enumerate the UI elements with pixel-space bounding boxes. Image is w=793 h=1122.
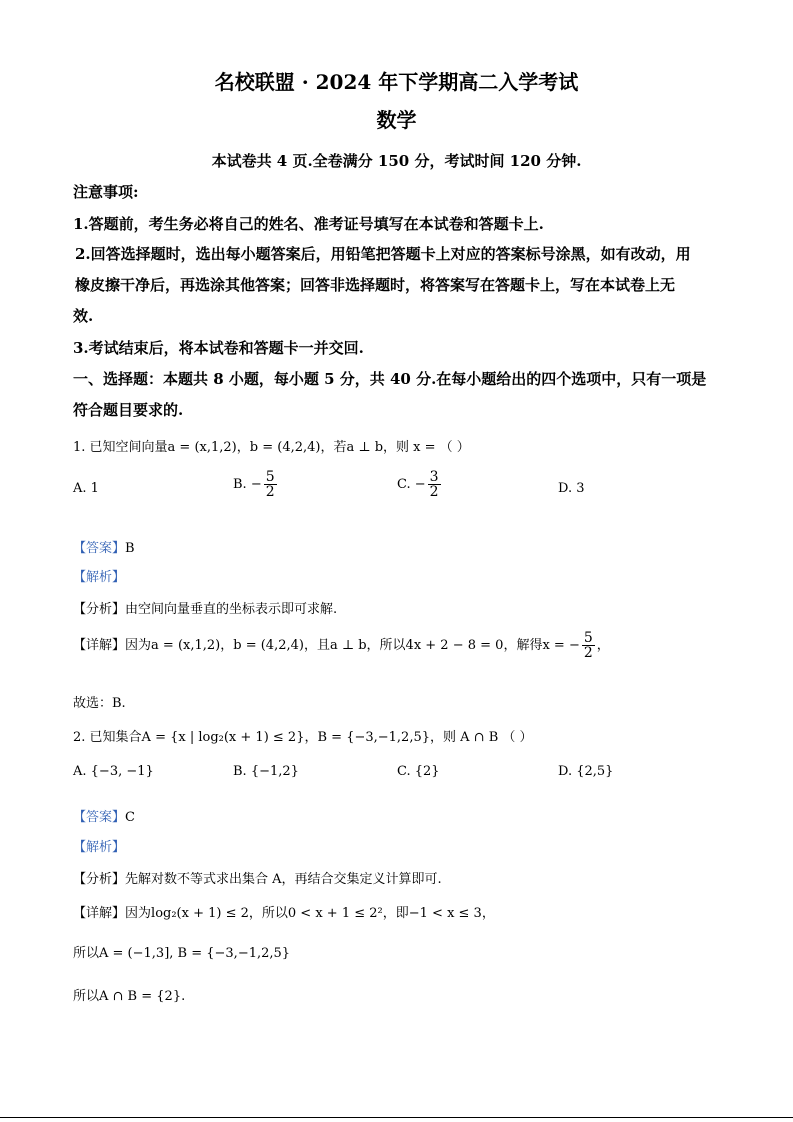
q1-option-c [397, 470, 443, 499]
notice-item-3: 3.考试结束后，将本试卷和答题卡一并交回. [73, 339, 364, 357]
q2-detail-text-2: ，所以 [248, 906, 288, 921]
q2-ask: ，则 A ∩ B （ ） [430, 730, 533, 745]
q1-detail-text-3: ，所以 [366, 638, 406, 653]
q1-fenxi-text: 由空间向量垂直的坐标表示即可求解. [125, 602, 338, 617]
q1-detail-text-1: 因为 [125, 638, 152, 653]
q2-detail-line-2 [73, 942, 290, 961]
q1-sep: ， [236, 440, 250, 455]
q2-option-d: D. {2,5} [558, 764, 614, 779]
q1-vector-b: b = (4,2,4) [249, 440, 321, 455]
q1-option-c-sign: − [414, 477, 426, 492]
q2-line-3-prefix: 所以 [73, 989, 100, 1004]
q2-detail-range: −1 < x ≤ 3 [408, 906, 482, 921]
q1-detail-end: ， [596, 638, 610, 653]
q1-answer-value: B [125, 541, 135, 556]
question-2-stem [73, 726, 533, 745]
q1-option-c-num: 3 [429, 469, 439, 485]
q1-detail-den: 2 [583, 645, 593, 661]
q2-line-2-prefix: 所以 [73, 946, 100, 961]
exam-title: 名校联盟 · 2024 年下学期高二入学考试 [214, 70, 579, 94]
q1-option-b-sign: − [250, 477, 262, 492]
q1-analysis [73, 598, 337, 617]
q2-option-b: B. {−1,2} [233, 764, 299, 779]
q1-condition: a ⊥ b [346, 440, 384, 455]
q1-option-d: D. 3 [558, 481, 585, 496]
q1-ask: ，则 x = （ ） [383, 440, 470, 455]
q2-line-3-end: . [181, 989, 186, 1004]
q2-detail-tag: 【详解】 [73, 906, 126, 921]
q2-set-b: B = {−3,−1,2,5} [317, 730, 431, 745]
q1-fenxi-tag: 【分析】 [73, 602, 126, 617]
q1-detail-condition: a ⊥ b [329, 638, 367, 653]
q2-analysis-tag: 【解析】 [73, 840, 126, 855]
q2-prefix: 2. 已知集合 [73, 730, 142, 745]
q1-detail-vector-b: b = (4,2,4) [233, 638, 304, 653]
notice-item-2-line-2: 橡皮擦干净后，再选涂其他答案；回答非选择题时，将答案写在答题卡上，写在本试卷上无 [75, 276, 676, 294]
q1-answer [73, 537, 135, 556]
q2-line-2-sets: A = (−1,3], B = {−3,−1,2,5} [99, 946, 291, 961]
q2-detail-text-3: ，即 [382, 906, 409, 921]
q1-option-b [233, 470, 279, 499]
q2-answer-value: C [125, 810, 135, 825]
q1-detail-text-4: ，解得 [503, 638, 543, 653]
q1-detail [73, 631, 610, 660]
q1-detail-text-2: ，且 [303, 638, 330, 653]
q1-detail-equation: 4x + 2 − 8 = 0 [405, 638, 504, 653]
q2-fenxi-text: 先解对数不等式求出集合 A，再结合交集定义计算即可. [125, 872, 442, 887]
q2-answer [73, 806, 135, 825]
q2-analysis [73, 868, 442, 887]
section-1-heading-line-2: 符合题目要求的. [73, 401, 184, 419]
q1-option-a: A. 1 [73, 481, 99, 496]
q1-option-c-den: 2 [429, 484, 439, 500]
q2-detail-line-3 [73, 985, 185, 1004]
question-1-stem [73, 436, 470, 455]
q2-detail-end: ， [481, 906, 495, 921]
q1-option-b-den: 2 [265, 484, 275, 500]
q1-option-c-label: C. [397, 477, 411, 492]
q1-detail-vector-a: a = (x,1,2) [151, 638, 221, 653]
q1-detail-tag: 【详解】 [73, 638, 126, 653]
q1-option-b-label: B. [233, 477, 247, 492]
q2-option-a: A. {−3, −1} [73, 764, 154, 779]
q1-option-c-fraction [428, 470, 441, 499]
q1-detail-fraction [582, 631, 595, 660]
q1-detail-sep: ， [220, 638, 234, 653]
q1-vector-a: a = (x,1,2) [167, 440, 237, 455]
q1-detail-num: 5 [583, 630, 593, 646]
q2-set-a: A = {x | log₂(x + 1) ≤ 2} [141, 730, 305, 745]
q2-detail-log: log₂(x + 1) ≤ 2 [151, 906, 249, 921]
q1-option-b-fraction [264, 470, 277, 499]
q2-sep: ， [304, 730, 318, 745]
q2-detail [73, 902, 495, 921]
notice-heading: 注意事项: [73, 183, 139, 201]
exam-info: 本试卷共 4 页.全卷满分 150 分，考试时间 120 分钟. [211, 152, 582, 170]
q2-option-c: C. {2} [397, 764, 440, 779]
q1-option-b-num: 5 [265, 469, 275, 485]
q2-detail-text-1: 因为 [125, 906, 152, 921]
page-bottom-rule [0, 1117, 793, 1118]
q2-line-3-result: A ∩ B = {2} [99, 989, 182, 1004]
q1-detail-x: x = − [542, 638, 580, 653]
q1-conclusion: 故选：B. [73, 696, 126, 711]
section-1-heading-line-1: 一、选择题：本题共 8 小题，每小题 5 分，共 40 分.在每小题给出的四个选项中，只有一项是 [73, 370, 707, 388]
notice-item-2-line-1: 2.回答选择题时，选出每小题答案后，用铅笔把答题卡上对应的答案标号涂黑，如有改动，用 [75, 245, 691, 263]
q1-analysis-tag: 【解析】 [73, 570, 126, 585]
q2-fenxi-tag: 【分析】 [73, 872, 126, 887]
q1-answer-tag: 【答案】 [73, 541, 126, 556]
q1-cond-prefix: ，若 [320, 440, 347, 455]
q1-prefix: 1. 已知空间向量 [73, 440, 168, 455]
notice-item-1: 1.答题前，考生务必将自己的姓名、准考证号填写在本试卷和答题卡上. [73, 215, 544, 233]
notice-item-2-line-3: 效. [73, 307, 94, 325]
q2-answer-tag: 【答案】 [73, 810, 126, 825]
q2-detail-inequality: 0 < x + 1 ≤ 2² [287, 906, 383, 921]
subject-title: 数学 [376, 108, 417, 132]
